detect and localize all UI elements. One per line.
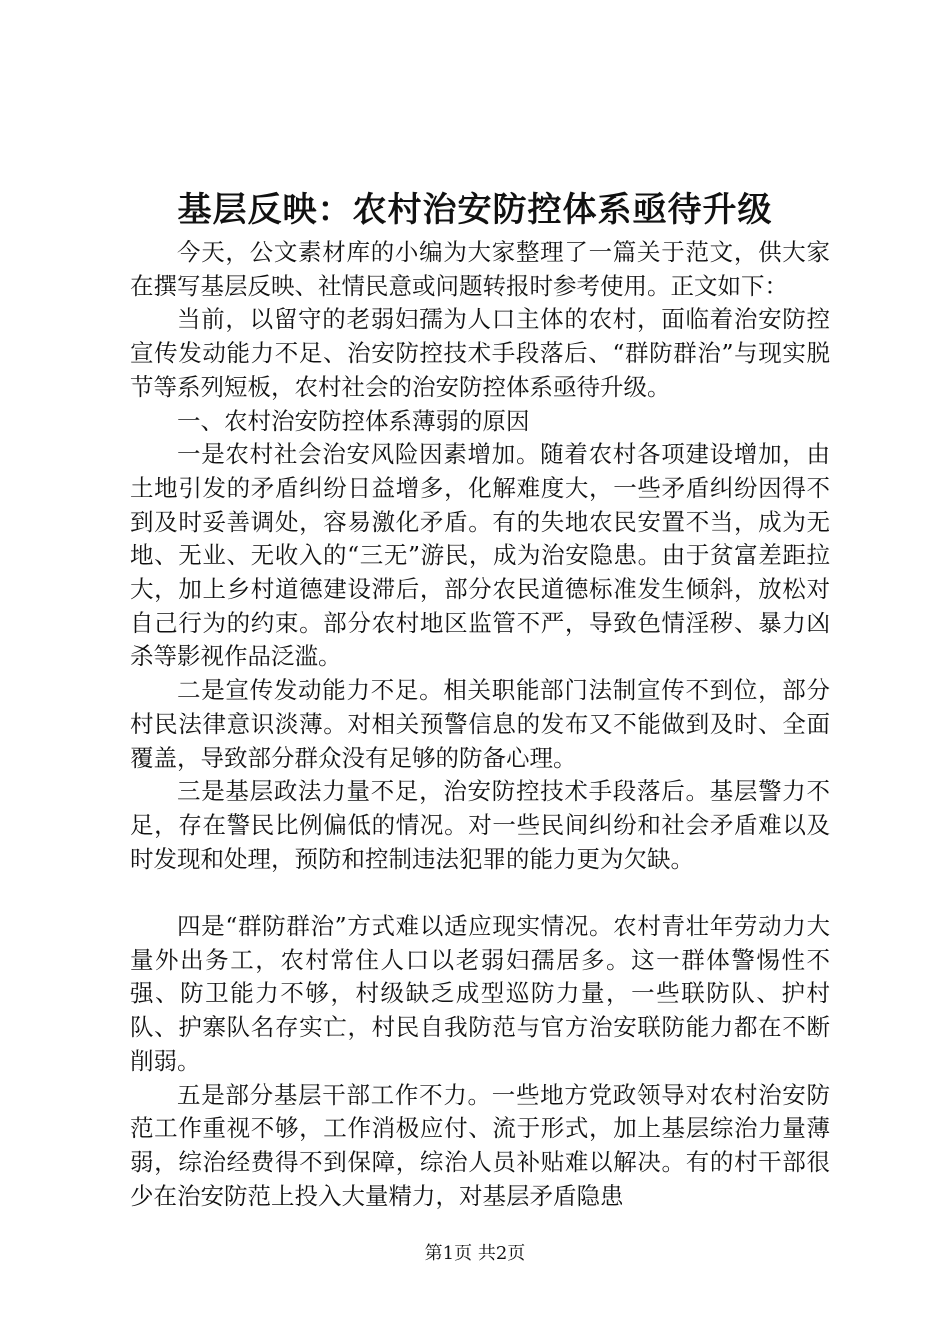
- reason-paragraph-3: 三是基层政法力量不足，治安防控技术手段落后。基层警力不足，存在警民比例偏低的情况。对一些民间纠纷和社会矛盾难以及时发现和处理，预防和控制违法犯罪的能力更为欠缺。: [130, 777, 830, 873]
- reason-paragraph-4: 四是“群防群治”方式难以适应现实情况。农村青壮年劳动力大量外出务工，农村常住人口以老弱妇孺居多。这一群体警惕性不强、防卫能力不够，村级缺乏成型巡防力量，一些联防队、护村队、护寨队名存实亡，村民自我防范与官方治安联防能力都在不断削弱。: [130, 912, 830, 1075]
- section-heading: 一、农村治安防控体系薄弱的原因: [177, 406, 530, 435]
- reason-paragraph-1: 一是农村社会治安风险因素增加。随着农村各项建设增加，由土地引发的矛盾纠纷日益增多，化解难度大，一些矛盾纠纷因得不到及时妥善调处，容易激化矛盾。有的失地农民安置不当，成为无地、无业、无收入的“三无”游民，成为治安隐患。由于贫富差距拉大，加上乡村道德建设滞后，部分农民道德标准发生倾斜，放松对自己行为的约束。部分农村地区监管不严，导致色情淫秽、暴力凶杀等影视作品泛滥。: [130, 440, 830, 671]
- intro-paragraph: 今天，公文素材库的小编为大家整理了一篇关于范文，供大家在撰写基层反映、社情民意或问题转报时参考使用。正文如下：: [130, 238, 830, 300]
- summary-paragraph: 当前，以留守的老弱妇孺为人口主体的农村，面临着治安防控宣传发动能力不足、治安防控技术手段落后、“群防群治”与现实脱节等系列短板，农村社会的治安防控体系亟待升级。: [130, 305, 830, 401]
- document-title: 基层反映：农村治安防控体系亟待升级: [177, 190, 773, 230]
- document-body: [130, 236, 830, 1213]
- reason-paragraph-2: 二是宣传发动能力不足。相关职能部门法制宣传不到位，部分村民法律意识淡薄。对相关预警信息的发布又不能做到及时、全面覆盖，导致部分群众没有足够的防备心理。: [130, 676, 830, 772]
- page-footer: 第1页 共2页: [424, 1243, 526, 1264]
- blank-line: [130, 876, 830, 910]
- reason-paragraph-5: 五是部分基层干部工作不力。一些地方党政领导对农村治安防范工作重视不够，工作消极应付、流于形式，加上基层综治力量薄弱，综治经费得不到保障，综治人员补贴难以解决。有的村干部很少在治安防范上投入大量精力，对基层矛盾隐患: [130, 1080, 830, 1210]
